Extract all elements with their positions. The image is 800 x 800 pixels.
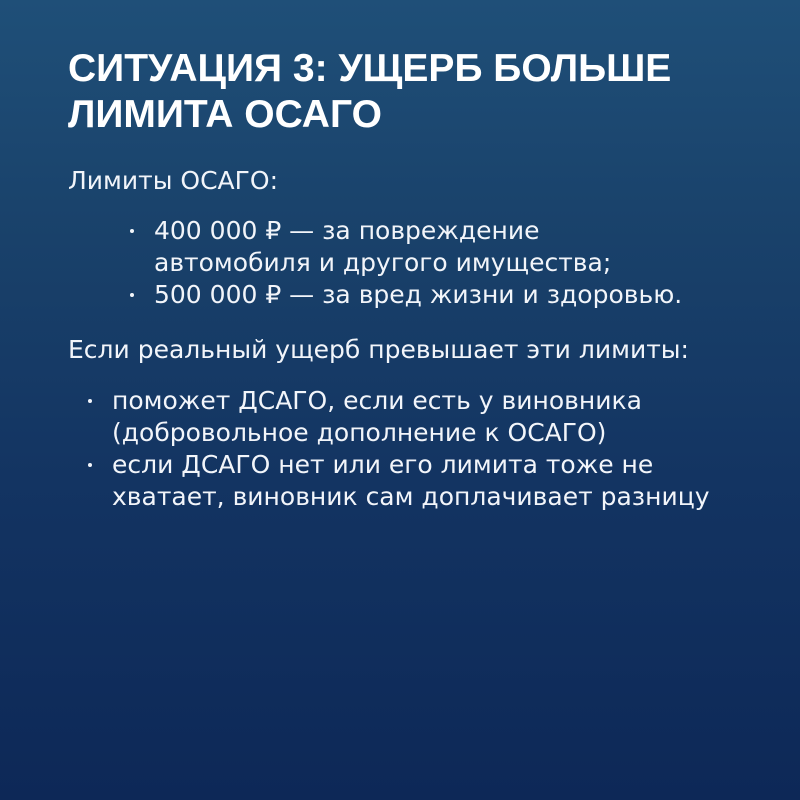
bullet-icon bbox=[130, 229, 134, 233]
limits-list bbox=[154, 215, 682, 311]
slide-title-line: ЛИМИТА ОСАГО bbox=[68, 93, 382, 136]
excess-heading: Если реальный ущерб превышает эти лимиты: bbox=[68, 335, 689, 364]
limits-heading: Лимиты ОСАГО: bbox=[68, 166, 278, 195]
excess-list bbox=[112, 385, 710, 513]
list-item-line: автомобиля и другого имущества; bbox=[154, 248, 612, 277]
list-item-line: если ДСАГО нет или его лимита тоже не bbox=[112, 450, 654, 479]
bullet-icon bbox=[130, 293, 134, 297]
list-item bbox=[112, 385, 710, 449]
bullet-icon bbox=[88, 399, 92, 403]
list-item-line: хватает, виновник сам доплачивает разницу bbox=[112, 482, 710, 511]
list-item bbox=[154, 215, 682, 279]
list-item bbox=[154, 279, 682, 311]
list-item-line: поможет ДСАГО, если есть у виновника bbox=[112, 386, 642, 415]
list-item-line: 500 000 ₽ — за вред жизни и здоровью. bbox=[154, 280, 683, 309]
slide-title-line: СИТУАЦИЯ 3: УЩЕРБ БОЛЬШЕ bbox=[68, 47, 672, 90]
slide-title bbox=[68, 46, 671, 138]
list-item-line: (добровольное дополнение к ОСАГО) bbox=[112, 418, 607, 447]
list-item-line: 400 000 ₽ — за повреждение bbox=[154, 216, 540, 245]
list-item bbox=[112, 449, 710, 513]
bullet-icon bbox=[88, 463, 92, 467]
